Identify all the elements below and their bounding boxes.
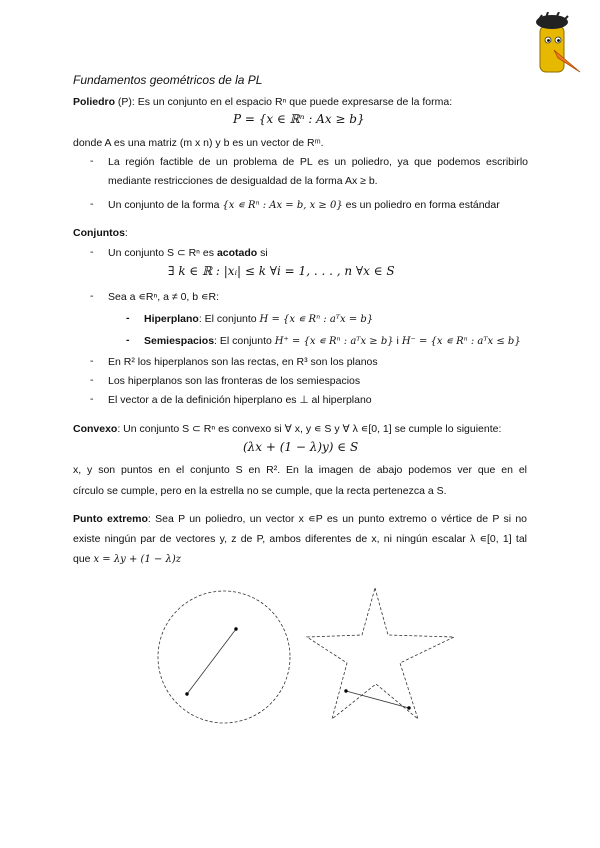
sub-bullet-dash: - (126, 334, 130, 346)
poliedro-bullet-2 (108, 198, 500, 213)
bullet-dash: - (90, 155, 94, 167)
semiespacios-term: Semiespacios (144, 335, 215, 347)
punto-extremo-line1 (73, 512, 527, 526)
conjuntos-colon: : (124, 227, 128, 239)
semiespacios-math-minus: H⁻ = {x ∊ Rⁿ : aᵀx ≤ b} (401, 336, 521, 347)
poliedro-definition (73, 95, 452, 109)
bird-mascot-icon (528, 12, 584, 78)
circle-segment (187, 629, 236, 694)
punto-extremo-line3-pre: que (73, 553, 94, 565)
conjuntos-heading (73, 226, 128, 240)
convexo-def-text: : Un conjunto S ⊂ Rⁿ es convexo si ∀ x, y ∊ S y ∀ λ ∊[0, 1] se cumple lo siguiente: (117, 423, 502, 435)
section-title: Fundamentos geométricos de la PL (73, 73, 263, 87)
poliedro-bullet-2-math: {x ∊ Rⁿ : Ax = b, x ≥ 0} (222, 200, 343, 211)
convexo-formula: (λx + (1 − λ)y) ∈ S (243, 440, 359, 454)
conjuntos-r2-rectas: En R² los hiperplanos son las rectas, en R³ son los planos (108, 356, 378, 368)
conjuntos-acotado (108, 246, 268, 260)
punto-extremo-math: x = λy + (1 − λ)z (93, 554, 182, 565)
circle-point-x (234, 627, 237, 630)
punto-extremo-line1-text: : Sea P un poliedro, un vector x ∊P es un punto extremo o vértice de P si no (147, 513, 528, 525)
punto-extremo-line2: existe ningún par de vectores y, z de P, ambos diferentes de x, ni ningún escalar λ ∊[0, 1] tal (73, 533, 527, 545)
hiperplano-term: Hiperplano (144, 313, 199, 325)
convexo-line1: x, y son puntos en el conjunto S en R². En la imagen de abajo podemos ver que en el (73, 464, 527, 476)
poliedro-bullet-2-post: es un poliedro en forma estándar (342, 199, 500, 211)
convexo-definition (73, 422, 501, 436)
punto-extremo-line3 (73, 552, 527, 567)
semiespacios-mid: i (393, 335, 402, 347)
poliedro-def-text: (P): Es un conjunto en el espacio Rⁿ que puede expresarse de la forma: (115, 96, 453, 108)
acotado-pre: Un conjunto S ⊂ Rⁿ es (108, 247, 217, 259)
nonconvex-star-figure (307, 588, 454, 719)
semiespacios-math-plus: H⁺ = {x ∊ Rⁿ : aᵀx ≥ b} (274, 336, 394, 347)
conjuntos-sea: Sea a ∊Rⁿ, a ≠ 0, b ∊R: (108, 291, 220, 303)
poliedro-term: Poliedro (73, 96, 116, 108)
convexo-explanation (73, 463, 527, 498)
punto-extremo-term: Punto extremo (73, 513, 148, 525)
poliedro-where: donde A es una matriz (m x n) y b es un vector de Rᵐ. (73, 137, 324, 149)
convexo-line2: círculo se cumple, pero en la estrella no se cumple, que la recta pertenezca a S. (73, 485, 447, 497)
acotado-term: acotado (216, 247, 258, 259)
bullet-dash: - (90, 246, 94, 258)
star-point-y (344, 689, 347, 692)
conjuntos-perpendicular: El vector a de la definición hiperplano es ⊥ al hiperplano (108, 394, 372, 406)
star-point-x (407, 706, 410, 709)
poliedro-bullet-2-pre: Un conjunto de la forma (108, 199, 223, 211)
bullet-dash: - (90, 290, 94, 302)
hiperplano-definition (144, 312, 373, 327)
bullet-dash: - (90, 374, 94, 386)
poliedro-bullet-1 (108, 155, 528, 188)
punto-extremo-definition (73, 512, 527, 567)
conjuntos-fronteras: Los hiperplanos son las fronteras de los semiespacios (108, 375, 361, 387)
convexity-figures (150, 580, 460, 730)
conjuntos-term: Conjuntos (73, 227, 125, 239)
hiperplano-text: : El conjunto (198, 313, 260, 325)
circle-point-y (185, 692, 188, 695)
hiperplano-math: H = {x ∊ Rⁿ : aᵀx = b} (259, 314, 374, 325)
semiespacios-definition (144, 334, 521, 349)
semiespacios-text: : El conjunto (214, 335, 275, 347)
poliedro-formula: P = {x ∈ ℝⁿ : Ax ≥ b} (233, 112, 365, 126)
convexo-term: Convexo (73, 423, 118, 435)
acotado-formula: ∃ k ∈ ℝ : |xᵢ| ≤ k ∀i = 1, . . . , n ∀x ∈ S (168, 264, 395, 278)
sub-bullet-dash: - (126, 312, 130, 324)
poliedro-bullet-1-line2: mediante restricciones de desigualdad de la forma Ax ≥ b. (108, 175, 378, 187)
bullet-dash: - (90, 393, 94, 405)
acotado-post: si (257, 247, 268, 259)
convex-circle-figure (158, 591, 290, 723)
poliedro-bullet-1-line1: La región factible de un problema de PL es un poliedro, ya que podemos escribirlo (108, 156, 528, 168)
bullet-dash: - (90, 355, 94, 367)
bullet-dash: - (90, 198, 94, 210)
star-segment (346, 691, 409, 708)
